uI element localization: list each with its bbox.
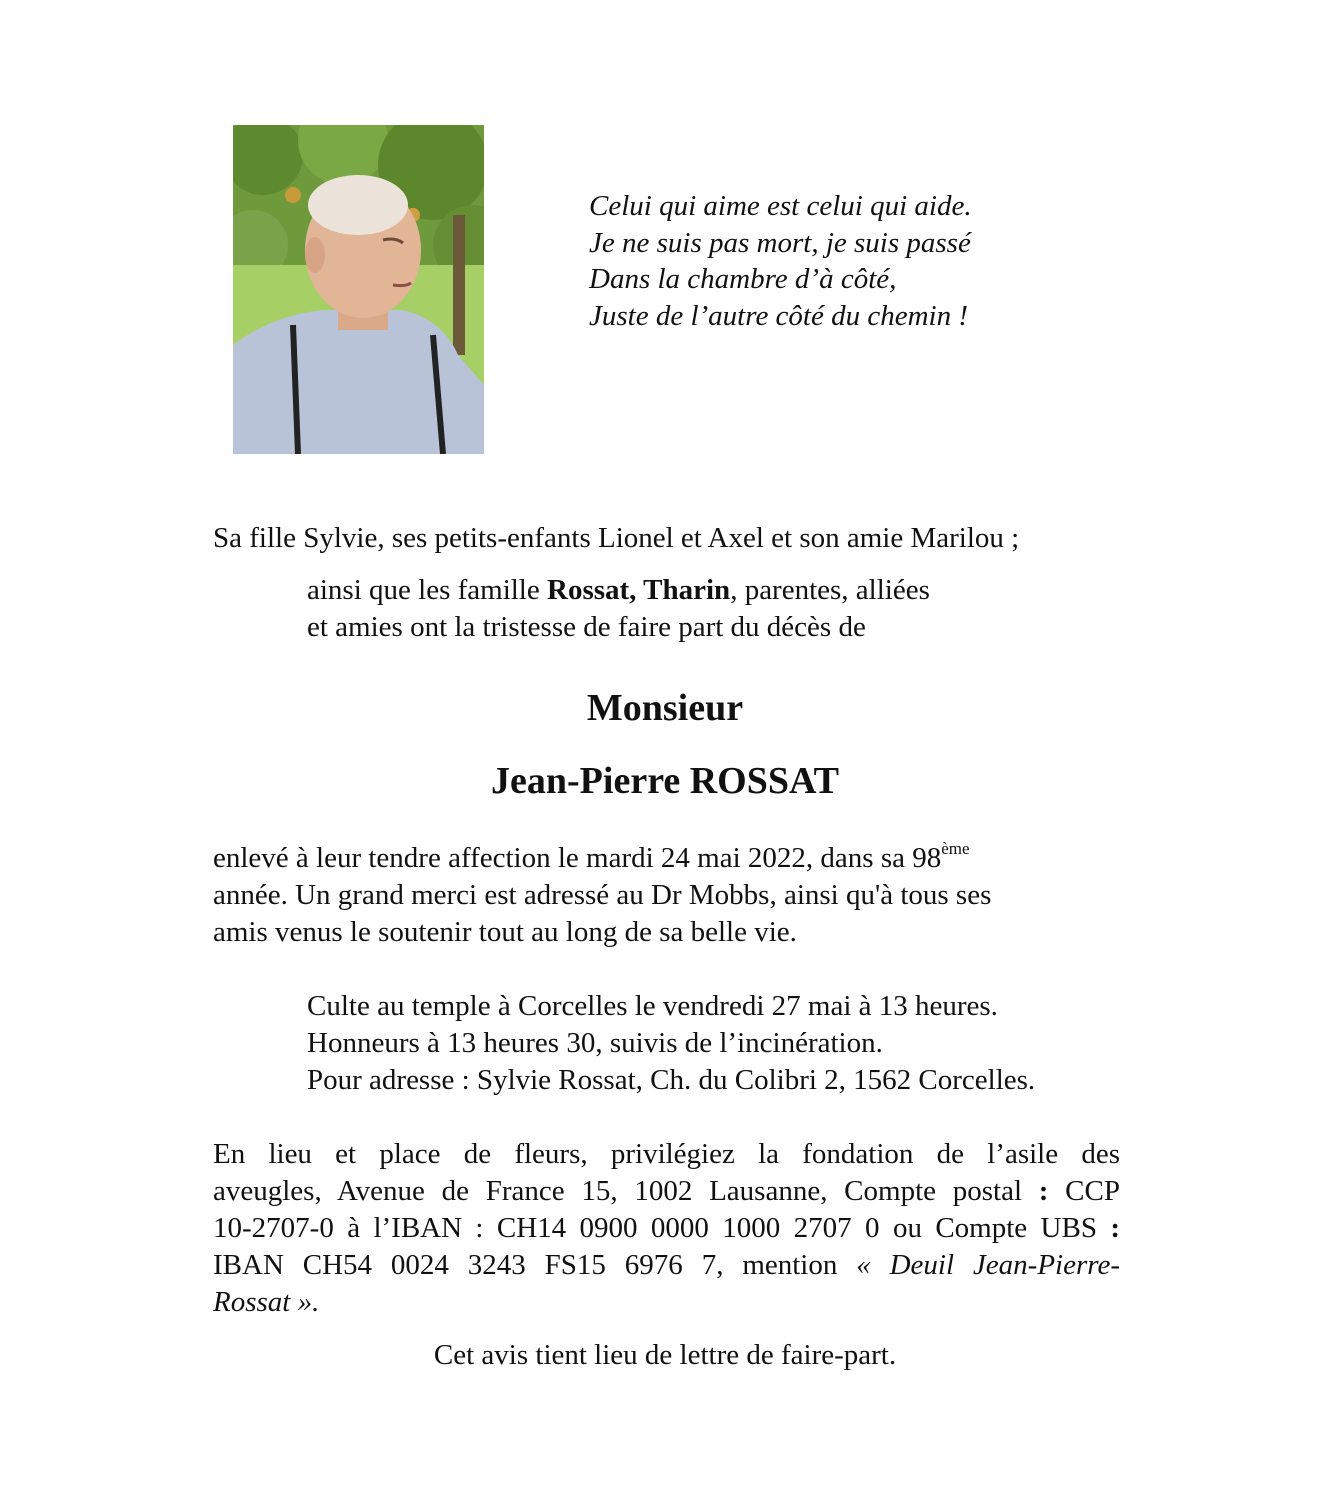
donation-line-4-text: IBAN CH54 0024 3243 FS15 6976 7, mention [213,1249,857,1281]
closing-note: Cet avis tient lieu de lettre de faire-part. [433,1339,897,1371]
notice-line-1 [213,840,970,877]
donation-colon: : [1110,1212,1120,1244]
family-names: Rossat, Tharin [547,574,731,606]
portrait-photo-image [233,125,484,454]
poem-line: Celui qui aime est celui qui aide. [589,190,972,222]
poem-line: Dans la chambre d’à côté, [589,263,897,295]
deceased-title: Monsieur [586,687,744,729]
donation-mention-end: Rossat ». [213,1286,320,1318]
deceased-name: Jean-Pierre ROSSAT [491,760,839,802]
ordinal-suffix: ème [941,839,970,858]
poem-line: Juste de l’autre côté du chemin ! [589,299,969,332]
donation-line-2 [213,1173,1120,1210]
poem [589,188,972,334]
family-line-3: et amies ont la tristesse de faire part du décès de [307,611,866,643]
notice-line-2: année. Un grand merci est adressé au Dr Mobbs, ainsi qu'à tous ses [213,879,992,911]
donation-line-1: En lieu et place de fleurs, privilégiez la fondation de l’asile des [213,1138,1120,1170]
donation-line-3 [213,1210,1120,1247]
notice-line-3: amis venus le soutenir tout au long de sa belle vie. [213,916,797,948]
donation-line-5 [213,1284,319,1321]
poem-line: Je ne suis pas mort, je suis passé [589,226,971,259]
portrait-photo [233,125,484,454]
donation-mention: « Deuil Jean-Pierre- [856,1249,1120,1281]
family-line-2-suffix: , parentes, alliées [730,574,930,606]
ceremony-line: Pour adresse : Sylvie Rossat, Ch. du Colibri 2, 1562 Corcelles. [307,1064,1036,1096]
donation-line-2-text: aveugles, Avenue de France 15, 1002 Lausanne, Compte postal [213,1175,1039,1207]
donation-line-3-text: 10-2707-0 à l’IBAN : CH14 0900 0000 1000 2707 0 ou Compte UBS [213,1212,1111,1244]
ceremony-line: Culte au temple à Corcelles le vendredi 27 mai à 13 heures. [307,990,998,1022]
notice-line-1-text: enlevé à leur tendre affection le mardi 24 mai 2022, dans sa 98 [213,842,942,874]
donation-line-2-end: CCP [1048,1175,1120,1207]
donation-line-4 [213,1247,1120,1284]
ceremony-line: Honneurs à 13 heures 30, suivis de l’incinération. [307,1027,883,1059]
family-line-1: Sa fille Sylvie, ses petits-enfants Lionel et Axel et son amie Marilou ; [213,522,1020,554]
family-line-2 [307,572,930,609]
family-line-2-prefix: ainsi que les famille [307,574,547,606]
donation-colon: : [1038,1175,1049,1207]
